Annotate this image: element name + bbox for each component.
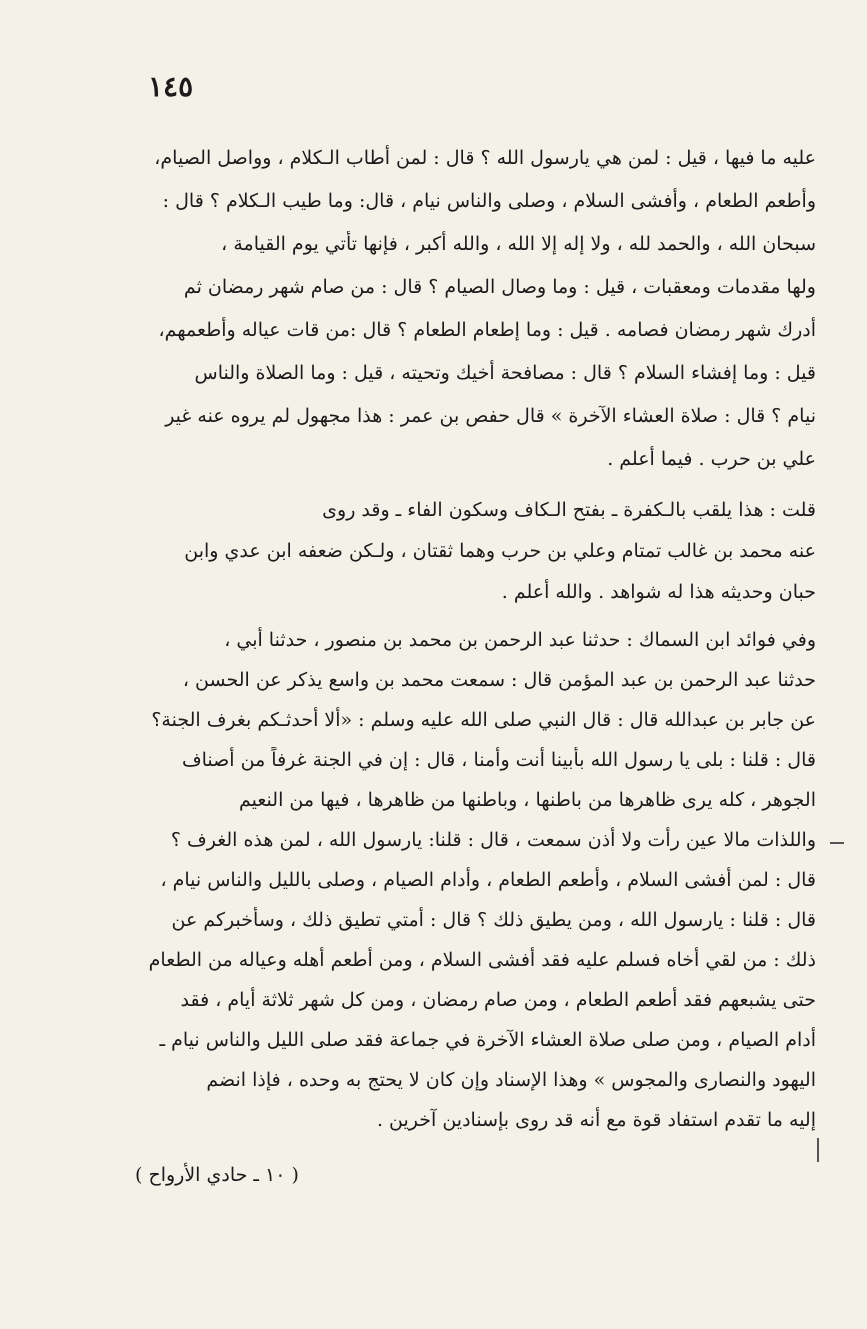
paragraph-line: سبحان الله ، والحمد لله ، ولا إله إلا الله ، والله أكبر ، فإنها تأتي يوم القيامة ،: [221, 233, 816, 255]
paragraph-line: عليه ما فيها ، قيل : لمن هي يارسول الله ؟ قال : لمن أطاب الـكلام ، وواصل الصيام،: [154, 147, 816, 169]
paragraph-line: قال : لمن أفشى السلام ، وأطعم الطعام ، وأدام الصيام ، وصلى بالليل والناس نيام ،: [160, 869, 816, 891]
paragraph-line: اليهود والنصارى والمجوس » وهذا الإسناد وإن كان لا يحتج به وحده ، فإذا انضم: [206, 1069, 816, 1091]
paragraph-line: قال : قلنا : يارسول الله ، ومن يطيق ذلك ؟ قال : أمتي تطيق ذلك ، وسأخبركم عن: [171, 909, 816, 931]
paragraph-line: حبان وحديثه هذا له شواهد . والله أعلم .: [501, 581, 816, 603]
footer-caption: ( ١٠ ـ حادي الأرواح ): [135, 1164, 299, 1186]
paragraph-line: قيل : وما إفشاء السلام ؟ قال : مصافحة أخيك وتحيته ، قيل : وما الصلاة والناس: [194, 362, 816, 384]
paragraph-line: ذلك : من لقي أخاه فسلم عليه فقد أفشى السلام ، ومن أطعم أهله وعياله من الطعام: [148, 949, 816, 971]
paragraph-line: قال : قلنا : بلى يا رسول الله بأبينا أنت وأمنا ، قال : إن في الجنة غرفاً من أصناف: [181, 749, 816, 771]
paragraph-line: إليه ما تقدم استفاد قوة مع أنه قد روى بإسنادين آخرين .: [376, 1109, 816, 1131]
margin-bracket: [817, 1138, 823, 1162]
paragraph-line: عنه محمد بن غالب تمتام وعلي بن حرب وهما ثقتان ، ولـكن ضعفه ابن عدي وابن: [184, 540, 816, 562]
paragraph-line: عن جابر بن عبدالله قال : قال النبي صلى الله عليه وسلم : «ألا أحدثـكم بغرف الجنة؟: [151, 709, 816, 731]
paragraph-line: واللذات مالا عين رأت ولا أذن سمعت ، قال : قلنا: يارسول الله ، لمن هذه الغرف ؟: [170, 829, 816, 851]
paragraph-line: حدثنا عبد الرحمن بن عبد المؤمن قال : سمعت محمد بن واسع يذكر عن الحسن ،: [182, 669, 816, 691]
paragraph-line: الجوهر ، كله يرى ظاهرها من باطنها ، وباطنها من ظاهرها ، فيها من النعيم: [239, 789, 816, 811]
margin-mark: [830, 842, 844, 844]
paragraph-line: نيام ؟ قال : صلاة العشاء الآخرة » قال حفص بن عمر : هذا مجهول لم يروه عنه غير: [165, 405, 816, 427]
paragraph-line: علي بن حرب . فيما أعلم .: [607, 448, 816, 470]
paragraph-line: قلت : هذا يلقب بالـكفرة ـ بفتح الـكاف وسكون الفاء ـ وقد روى: [322, 499, 816, 521]
paragraph-line: أدرك شهر رمضان فصامه . قيل : وما إطعام الطعام ؟ قال :من قات عياله وأطعمهم،: [158, 319, 816, 341]
paragraph-line: أدام الصيام ، ومن صلى صلاة العشاء الآخرة في جماعة فقد صلى الليل والناس نيام ـ: [159, 1029, 816, 1051]
page-number: ١٤٥: [148, 70, 194, 103]
paragraph-line: حتى يشبعهم فقد أطعم الطعام ، ومن صام رمضان ، ومن كل شهر ثلاثة أيام ، فقد: [180, 989, 816, 1011]
paragraph-line: ولها مقدمات ومعقبات ، قيل : وما وصال الصيام ؟ قال : من صام شهر رمضان ثم: [183, 276, 816, 298]
paragraph-line: وأطعم الطعام ، وأفشى السلام ، وصلى والناس نيام ، قال: وما طيب الـكلام ؟ قال :: [162, 190, 816, 212]
paragraph-line: وفي فوائد ابن السماك : حدثنا عبد الرحمن بن محمد بن منصور ، حدثنا أبي ،: [224, 629, 816, 651]
